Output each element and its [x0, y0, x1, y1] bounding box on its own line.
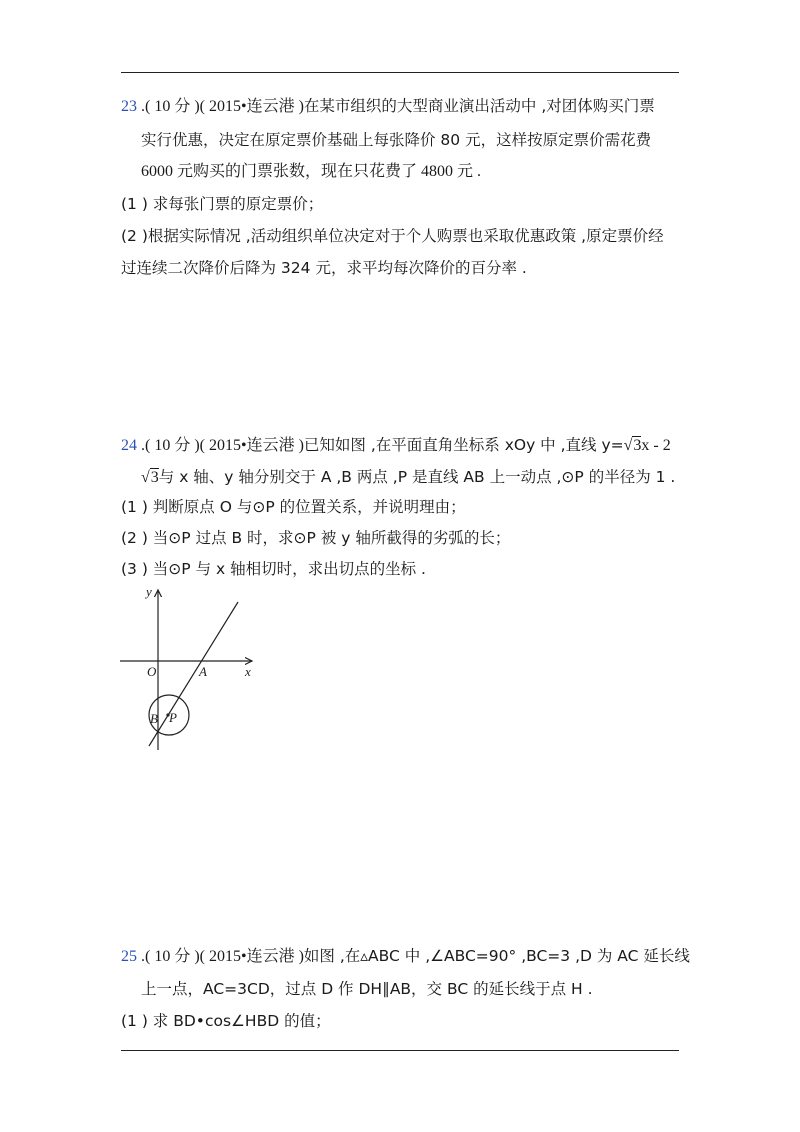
q24-line1: 已知如图 ,在平面直角坐标系 xOy 中 ,直线 y= — [303, 436, 624, 454]
label-a: A — [199, 664, 207, 679]
q24-sqrt3-b: √3 — [141, 469, 159, 486]
q25-line2: 上一点，AC=3CD，过点 D 作 DH∥AB，交 BC 的延长线于点 H . — [141, 980, 593, 998]
coordinate-figure — [118, 584, 263, 756]
q25-number: 25 — [121, 948, 137, 965]
q24-part2: (2 ) 当⊙P 过点 B 时，求⊙P 被 y 轴所截得的劣弧的长； — [121, 529, 511, 547]
q25-meta: .( 10 分 )( 2015•连云港 ) — [137, 948, 304, 965]
q24-line2-end: 与 x 轴、y 轴分别交于 A ,B 两点 ,P 是直线 AB 上一动点 ,⊙P 的半径为 1 . — [158, 468, 676, 486]
bottom-divider — [121, 1050, 679, 1051]
label-b: B — [150, 711, 158, 726]
label-y: y — [146, 584, 152, 599]
q23-line3: 6000 元购买的门票张数，现在只花费了 4800 元 . — [141, 163, 482, 180]
q23-part2b: 过连续二次降价后降为 324 元，求平均每次降价的百分率 . — [121, 259, 527, 277]
q24-part1: (1 ) 判断原点 O 与⊙P 的位置关系，并说明理由； — [121, 498, 466, 516]
q23-line1: 在某市组织的大型商业演出活动中 ,对团体购买门票 — [303, 97, 655, 115]
q25-header — [121, 945, 690, 968]
q23-meta: .( 10 分 )( 2015•连云港 ) — [137, 98, 304, 115]
q24-meta: .( 10 分 )( 2015•连云港 ) — [137, 437, 304, 454]
q24-sqrt3-a: √3 — [623, 437, 642, 454]
q23-number: 23 — [121, 98, 137, 115]
q24-line2 — [141, 466, 675, 489]
q25-line1: 如图 ,在▵ABC 中 ,∠ABC=90° ,BC=3 ,D 为 AC 延长线 — [303, 947, 690, 965]
q24-line1-end: x - 2 — [641, 437, 671, 454]
line-ab — [149, 602, 238, 746]
label-o: O — [147, 664, 157, 679]
q24-part3: (3 ) 当⊙P 与 x 轴相切时，求出切点的坐标 . — [121, 560, 426, 578]
q23-line2: 实行优惠，决定在原定票价基础上每张降价 80 元，这样按原定票价需花费 — [141, 131, 652, 149]
q23-part1: (1 ) 求每张门票的原定票价； — [121, 195, 324, 213]
q23-part2a: (2 )根据实际情况 ,活动组织单位决定对于个人购票也采取优惠政策 ,原定票价经 — [121, 227, 664, 245]
label-p: P — [169, 710, 177, 725]
q24-sqrt3-b-radicand: 3 — [150, 469, 159, 486]
q23-header — [121, 95, 655, 118]
q25-part1: (1 ) 求 BD•cos∠HBD 的值； — [121, 1012, 331, 1030]
q24-sqrt3-a-radicand: 3 — [633, 437, 642, 454]
top-divider — [121, 72, 679, 73]
q24-number: 24 — [121, 437, 137, 454]
q24-header — [121, 434, 671, 457]
label-x: x — [245, 664, 251, 679]
